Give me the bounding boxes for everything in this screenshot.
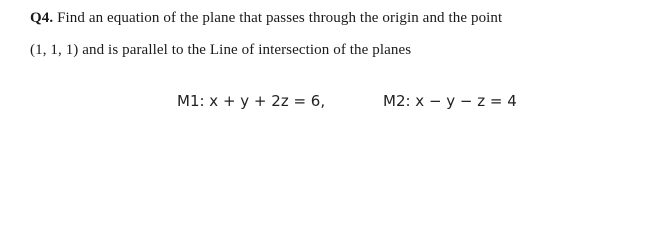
plane-equation-m2: M2: x − y − z = 4 [383, 92, 517, 110]
plane-equation-m1: M1: x + y + 2z = 6, [177, 92, 326, 110]
question-line-2 [30, 42, 411, 59]
question-number: Q4. [30, 10, 54, 26]
question-text-line-2: (1, 1, 1) and is parallel to the Line of intersection of the planes [30, 42, 412, 58]
question-line-1 [30, 10, 502, 27]
question-text-line-1: Find an equation of the plane that passes through the origin and the point [57, 10, 503, 26]
